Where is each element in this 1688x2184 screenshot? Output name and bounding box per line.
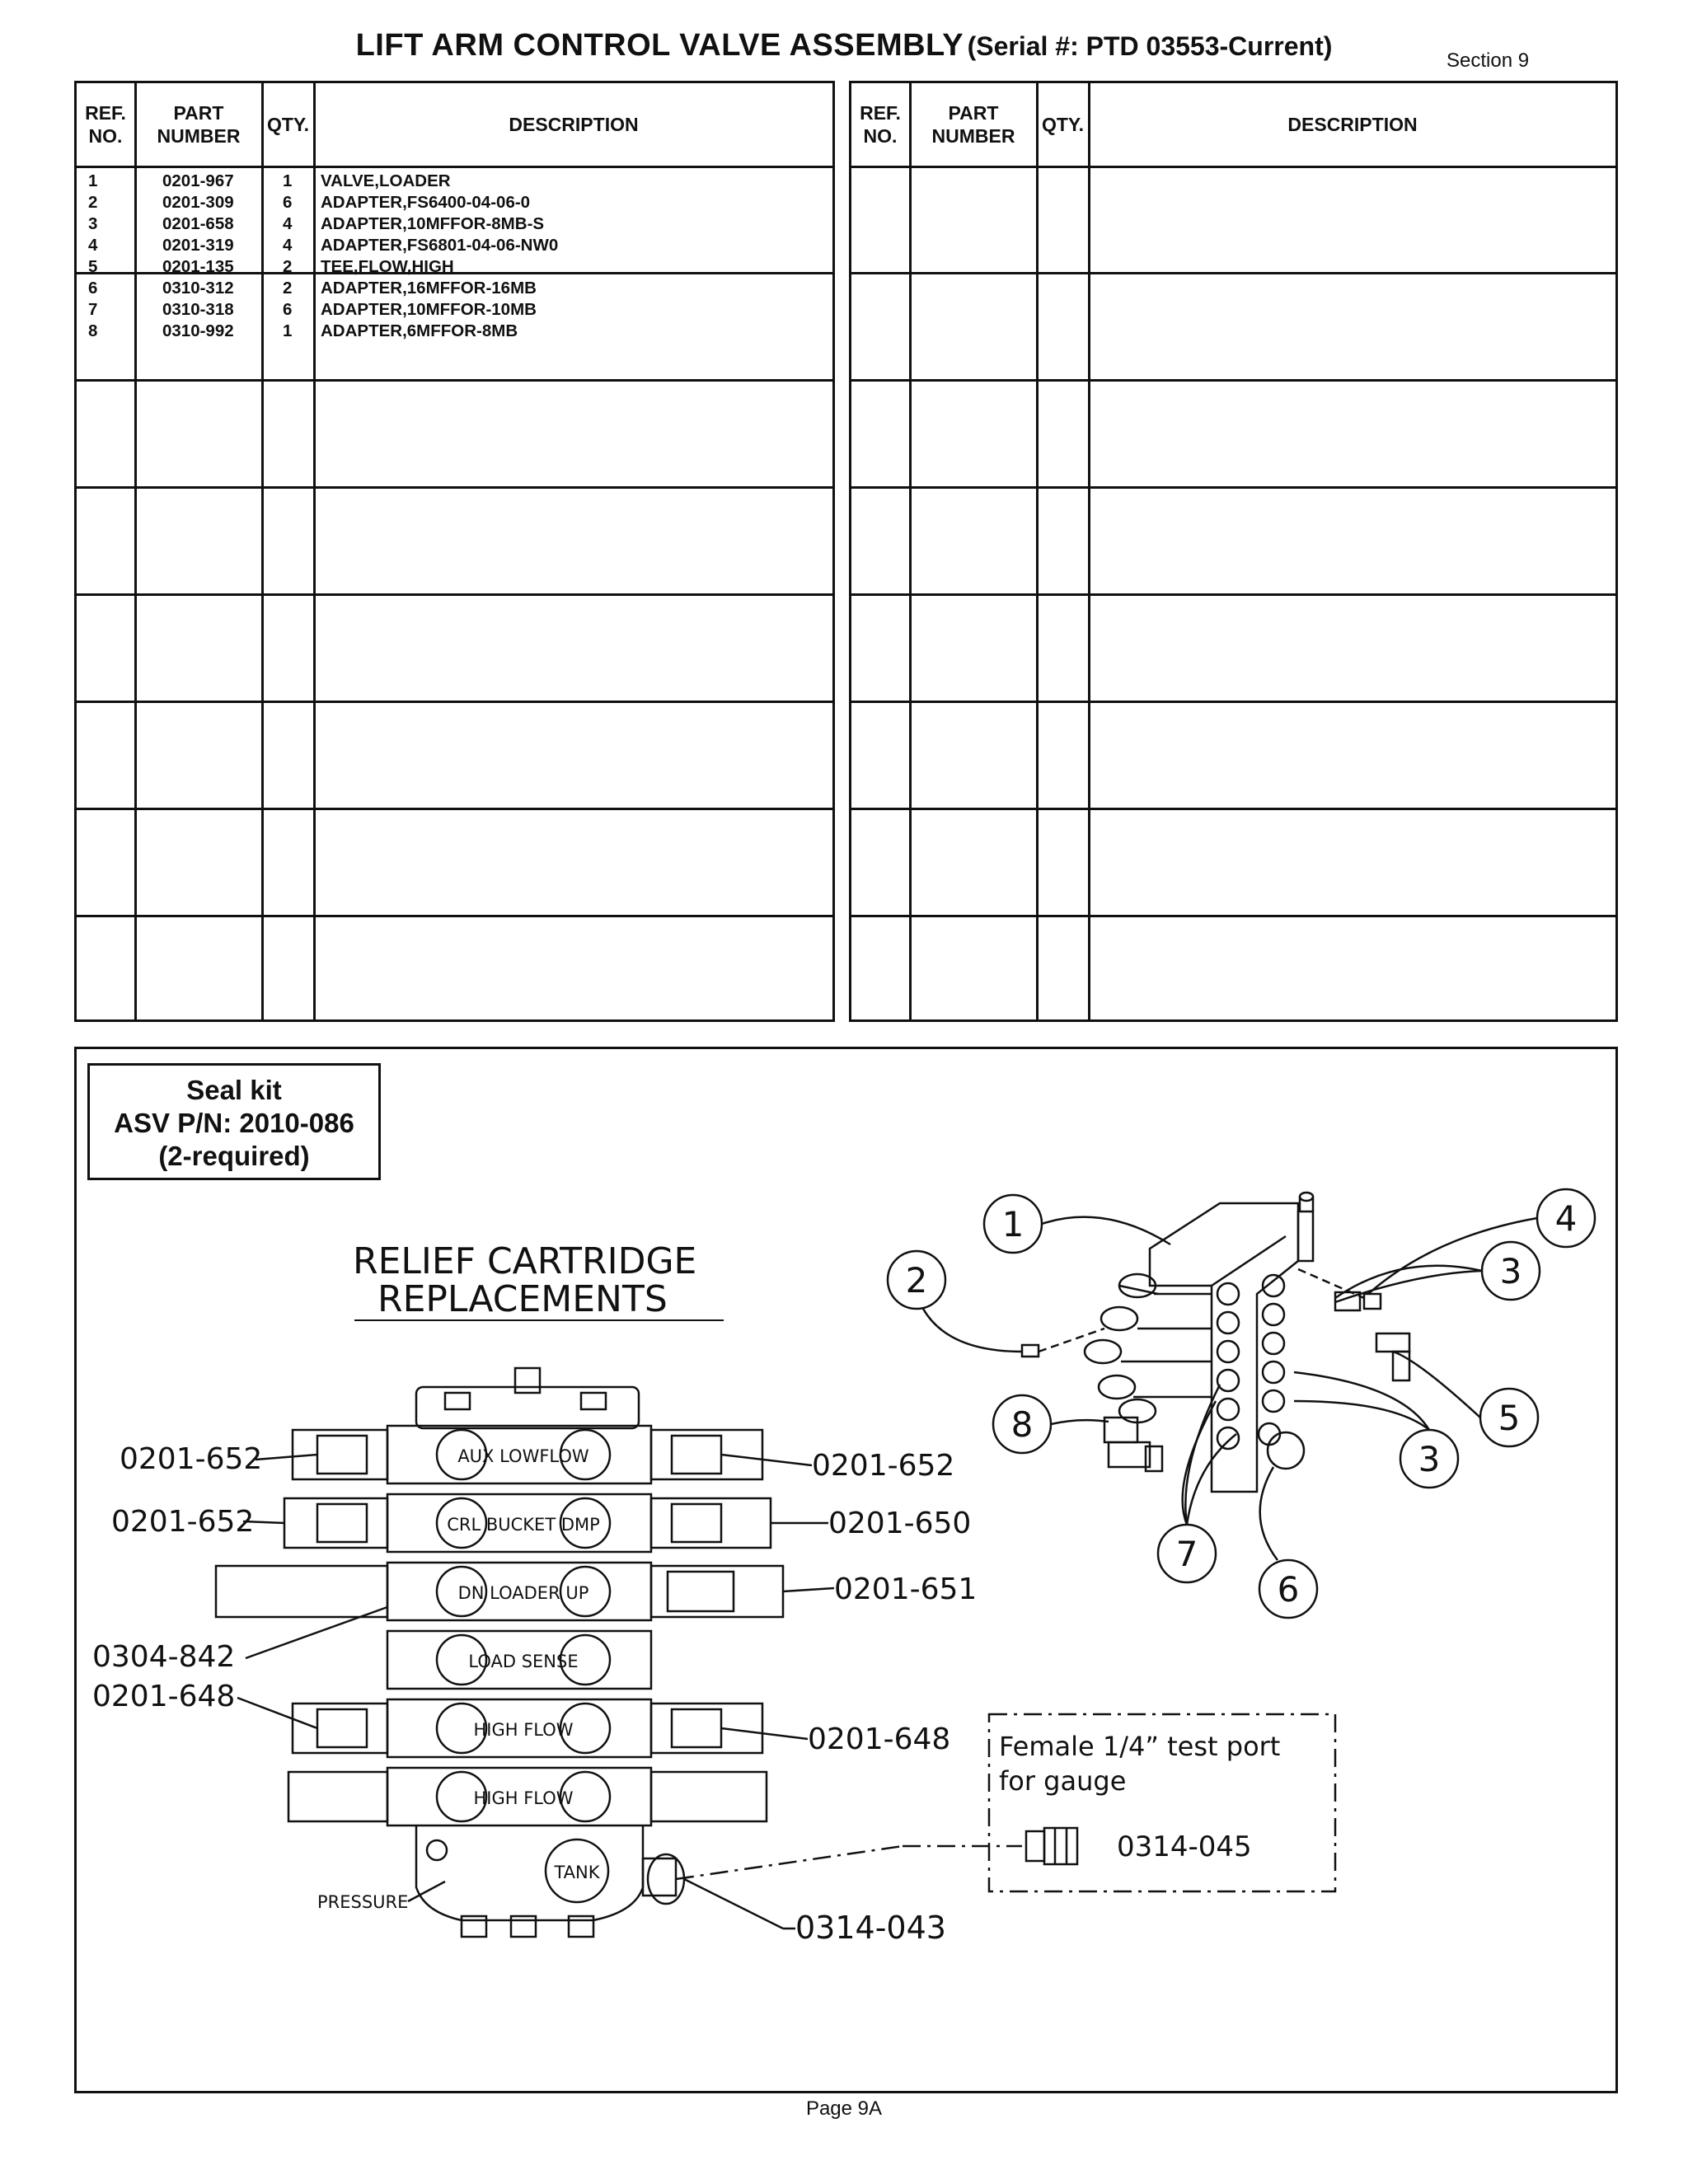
- ref-no: 3: [88, 214, 98, 233]
- section-label: AUX LOWFLOW: [457, 1446, 589, 1466]
- header-qty: QTY.: [1041, 114, 1085, 135]
- callout-number: 3: [1418, 1439, 1441, 1479]
- quantity: 2: [283, 257, 293, 276]
- right-part-label: 0201-652: [812, 1449, 955, 1483]
- seal-kit-title: Seal kit: [186, 1075, 282, 1105]
- callout-number: 6: [1277, 1569, 1300, 1610]
- relief-heading-line1: RELIEF CARTRIDGE: [353, 1240, 697, 1282]
- description: ADAPTER,10MFFOR-10MB: [321, 300, 537, 319]
- callout-number: 8: [1010, 1404, 1034, 1445]
- callout-number: 7: [1175, 1534, 1198, 1574]
- description: ADAPTER,10MFFOR-8MB-S: [321, 214, 545, 233]
- test-port-note-line1: Female 1/4” test port: [999, 1731, 1281, 1762]
- description: TEE,FLOW,HIGH: [321, 257, 454, 276]
- section-label: DN LOADER UP: [457, 1583, 589, 1603]
- relief-heading-line2: REPLACEMENTS: [377, 1278, 668, 1320]
- part-number: 0201-135: [162, 257, 234, 276]
- ref-no: 2: [88, 193, 98, 212]
- header-ref-no: REF. NO.: [85, 102, 126, 147]
- part-number: 0310-992: [162, 321, 234, 340]
- section-label: CRL BUCKET DMP: [447, 1515, 600, 1535]
- right-part-label: 0201-648: [808, 1722, 951, 1756]
- header-description: DESCRIPTION: [1287, 114, 1418, 135]
- description: ADAPTER,FS6801-04-06-NW0: [321, 236, 559, 255]
- header-description: DESCRIPTION: [509, 114, 639, 135]
- gauge-part-label: 0314-045: [1117, 1830, 1252, 1863]
- part-number: 0310-318: [162, 300, 234, 319]
- section-label: HIGH FLOW: [473, 1720, 574, 1740]
- header-part-number: PART NUMBER: [931, 102, 1015, 147]
- left-part-label: 0201-652: [111, 1505, 255, 1539]
- left-part-label: 0304-842: [92, 1640, 236, 1674]
- description: VALVE,LOADER: [321, 171, 451, 190]
- quantity: 1: [283, 321, 293, 340]
- tank-label: TANK: [554, 1863, 600, 1882]
- section-label: LOAD SENSE: [468, 1652, 579, 1671]
- callout-number: 2: [905, 1260, 928, 1301]
- section-label: HIGH FLOW: [473, 1788, 574, 1808]
- pressure-label: PRESSURE: [317, 1892, 409, 1912]
- part-number: 0201-319: [162, 236, 234, 255]
- test-port-part-label: 0314-043: [795, 1910, 946, 1946]
- ref-no: 7: [88, 300, 98, 319]
- header-part-number: PART NUMBER: [157, 102, 241, 147]
- left-part-label: 0201-652: [120, 1442, 263, 1476]
- part-number: 0201-967: [162, 171, 234, 190]
- ref-no: 5: [88, 257, 98, 276]
- test-port-note-line2: for gauge: [999, 1765, 1127, 1797]
- part-number: 0201-658: [162, 214, 234, 233]
- callout-number: 5: [1498, 1398, 1521, 1438]
- right-part-label: 0201-650: [828, 1507, 972, 1540]
- right-part-label: 0201-651: [834, 1572, 978, 1606]
- quantity: 4: [283, 236, 293, 255]
- title-main: LIFT ARM CONTROL VALVE ASSEMBLY: [355, 28, 964, 63]
- left-part-label: 0201-648: [92, 1680, 236, 1713]
- quantity: 6: [283, 193, 293, 212]
- section-label: Section 9: [1447, 49, 1530, 72]
- description: ADAPTER,FS6400-04-06-0: [321, 193, 531, 212]
- ref-no: 8: [88, 321, 98, 340]
- header-qty: QTY.: [266, 114, 310, 135]
- part-number: 0310-312: [162, 279, 234, 298]
- page-number: Page 9A: [805, 2097, 883, 2120]
- description: ADAPTER,16MFFOR-16MB: [321, 279, 537, 298]
- title-serial: (Serial #: PTD 03553-Current): [967, 31, 1333, 61]
- ref-no: 6: [88, 279, 98, 298]
- callout-number: 4: [1554, 1198, 1578, 1239]
- quantity: 2: [283, 279, 293, 298]
- seal-kit-quantity: (2-required): [158, 1141, 310, 1171]
- quantity: 6: [283, 300, 293, 319]
- part-number: 0201-309: [162, 193, 234, 212]
- callout-number: 3: [1499, 1251, 1522, 1291]
- quantity: 4: [283, 214, 293, 233]
- header-ref-no: REF. NO.: [860, 102, 901, 147]
- callout-number: 1: [1001, 1204, 1025, 1244]
- ref-no: 4: [88, 236, 98, 255]
- description: ADAPTER,6MFFOR-8MB: [321, 321, 518, 340]
- seal-kit-part-number: ASV P/N: 2010-086: [114, 1108, 354, 1138]
- quantity: 1: [283, 171, 293, 190]
- ref-no: 1: [88, 171, 98, 190]
